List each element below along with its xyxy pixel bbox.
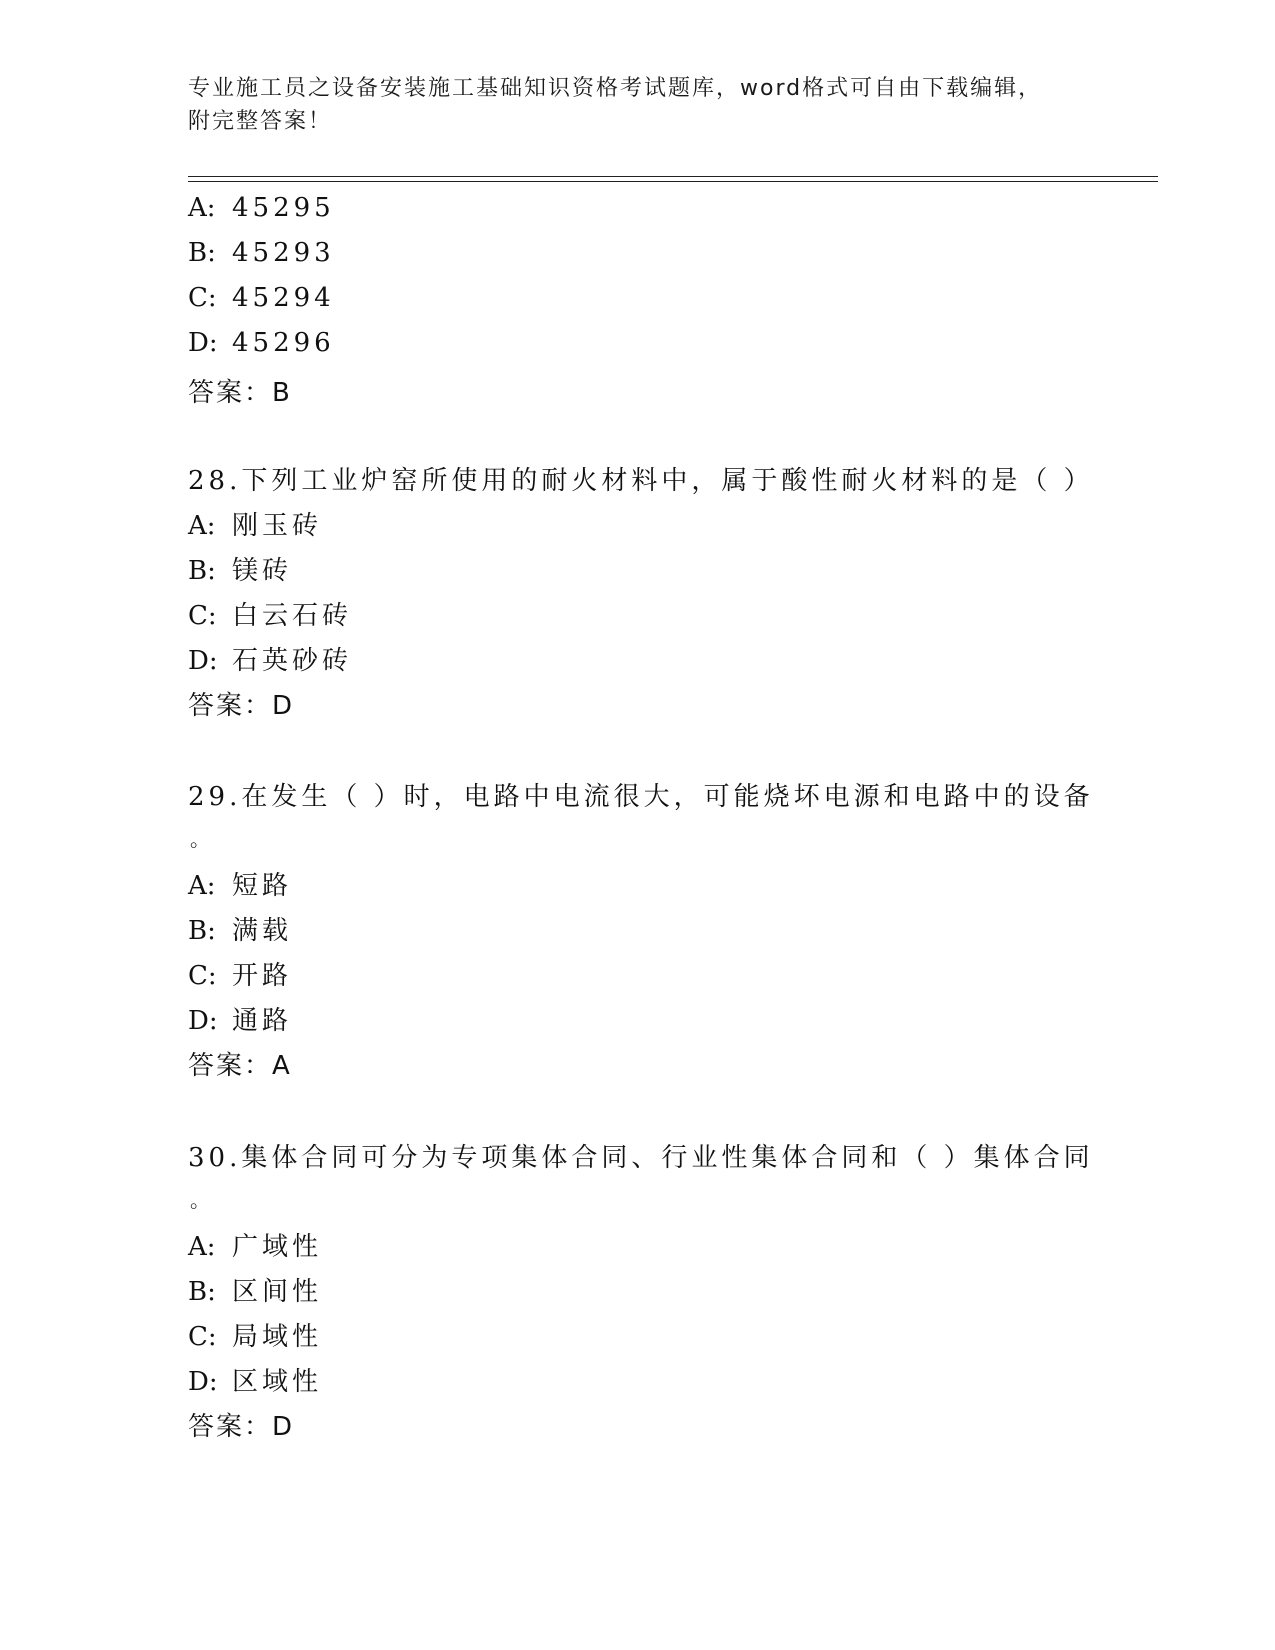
option-d: D: 45296 [188, 328, 335, 358]
header-line-1: 专业施工员之设备安装施工基础知识资格考试题库，word格式可自由下载编辑， [188, 76, 1043, 101]
answer: 答案：B [188, 378, 292, 408]
option-c: C: 开路 [188, 961, 293, 991]
option-a: A: 短路 [188, 871, 293, 901]
option-b: B: 镁砖 [188, 556, 293, 586]
option-b: B: 满载 [188, 916, 293, 946]
option-a: A: 广域性 [188, 1232, 323, 1262]
question-29-stem: 29.在发生（ ）时，电路中电流很大，可能烧坏电源和电路中的设备 [188, 782, 1094, 812]
question-28-stem: 28.下列工业炉窑所使用的耐火材料中，属于酸性耐火材料的是（ ） [188, 466, 1094, 496]
header-divider-top [188, 176, 1158, 177]
option-a: A: 刚玉砖 [188, 511, 323, 541]
answer: 答案：D [188, 1412, 295, 1442]
option-b: B: 区间性 [188, 1277, 323, 1307]
option-c: C: 白云石砖 [188, 601, 353, 631]
question-30-stem-end: 。 [190, 1188, 210, 1212]
header-line-2: 附完整答案！ [188, 109, 333, 134]
option-b: B: 45293 [188, 238, 335, 268]
answer: 答案：A [188, 1051, 292, 1081]
option-d: D: 区域性 [188, 1367, 323, 1397]
answer: 答案：D [188, 691, 295, 721]
option-d: D: 石英砂砖 [188, 646, 353, 676]
question-29-stem-end: 。 [190, 827, 210, 851]
option-c: C: 局域性 [188, 1322, 323, 1352]
option-d: D: 通路 [188, 1006, 293, 1036]
option-c: C: 45294 [188, 283, 335, 313]
document-header [188, 72, 1068, 138]
question-30-stem: 30.集体合同可分为专项集体合同、行业性集体合同和（ ）集体合同 [188, 1143, 1094, 1173]
header-divider-bottom [188, 181, 1158, 182]
option-a: A: 45295 [188, 193, 335, 223]
